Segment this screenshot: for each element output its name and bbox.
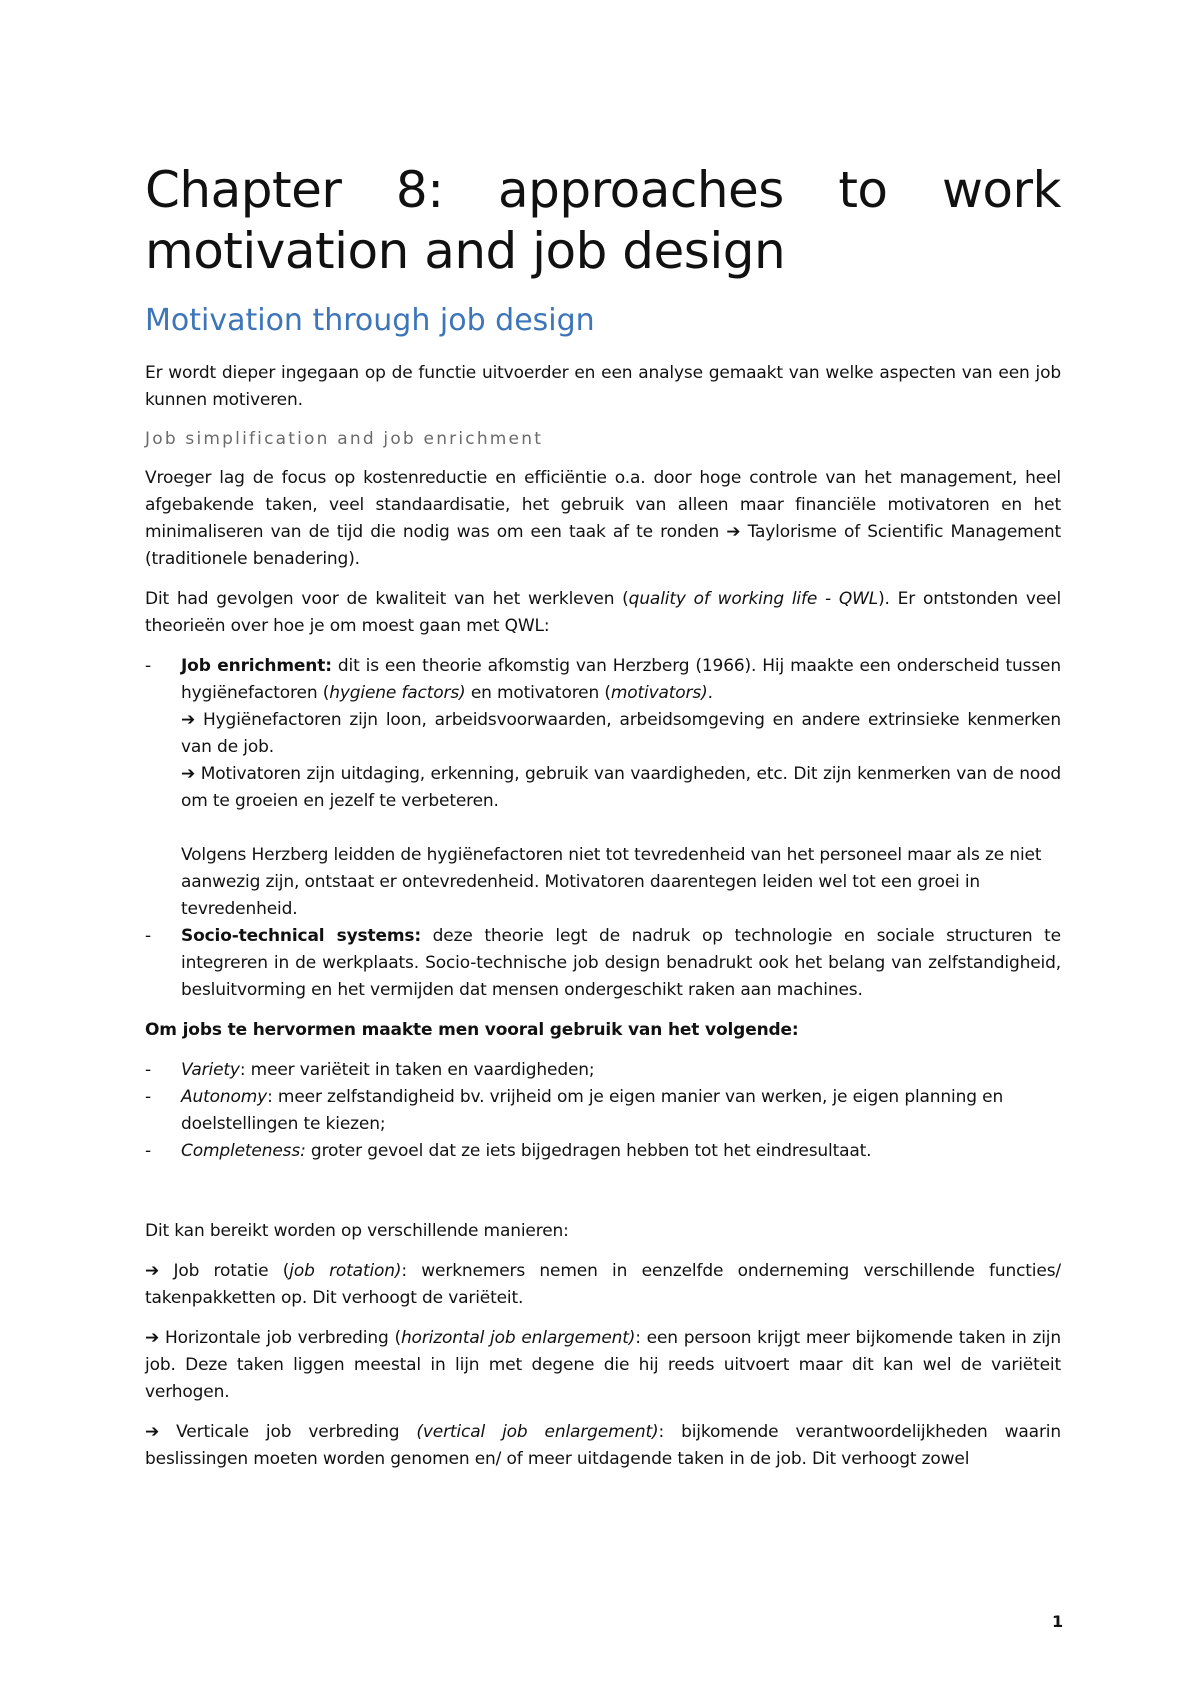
list-item <box>145 1084 1061 1138</box>
page-title: Chapter 8: approaches to work motivation and job design <box>145 161 1061 280</box>
italic-term: (vertical job enlargement) <box>416 1422 659 1442</box>
document-page <box>145 160 1061 1486</box>
list-item <box>145 1138 1061 1165</box>
paragraph-result: Taylorisme of Scientific Management (traditionele benadering). <box>145 522 1061 569</box>
italic-term: Autonomy <box>181 1087 268 1107</box>
text-segment: Job rotatie ( <box>173 1261 290 1281</box>
text-segment: groter gevoel dat ze iets bijgedragen hebben tot het eindresultaat. <box>310 1141 872 1161</box>
bold-text: Om jobs te hervormen maakte men vooral gebruik van het volgende: <box>145 1020 799 1040</box>
text-segment: meer variëteit in taken en vaardigheden; <box>250 1060 595 1080</box>
italic-term: motivators) <box>610 683 708 703</box>
italic-term: hygiene factors) <box>329 683 466 703</box>
bold-statement <box>145 1017 1061 1044</box>
aspect-list <box>145 1057 1061 1165</box>
italic-term: job rotation) <box>289 1261 402 1281</box>
text-segment: : <box>239 1060 246 1080</box>
herzberg-line: Volgens Herzberg leidden de hygiënefactoren niet tot tevredenheid van het personeel maar als ze niet aanwezig zijn, ontstaat er ontevredenheid. Motivatoren daarentegen leiden wel tot een groei in tevredenheid. <box>181 845 1042 919</box>
arrow-right-icon: ➔ <box>726 522 741 542</box>
arrow-right-icon: ➔ <box>145 1422 160 1442</box>
spacer <box>145 1178 1061 1218</box>
motivators-line <box>181 761 1061 815</box>
list-item-socio-technical <box>145 923 1061 1004</box>
term-label: Socio-technical systems: <box>181 926 422 946</box>
text-segment: meer zelfstandigheid bv. vrijheid om je eigen manier van werken, je eigen planning en doelstellingen te kiezen; <box>181 1087 1004 1134</box>
way-horizontal-enlargement <box>145 1325 1061 1406</box>
text-segment: en motivatoren ( <box>470 683 611 703</box>
text-segment: Motivatoren zijn uitdaging, erkenning, gebruik van vaardigheden, etc. Dit zijn kenmerken van de nood om te groeien en jezelf te verbeteren. <box>181 764 1061 811</box>
term-label: Job enrichment: <box>181 656 332 676</box>
arrow-right-icon: ➔ <box>181 710 196 730</box>
way-job-rotation <box>145 1258 1061 1312</box>
arrow-right-icon: ➔ <box>145 1261 160 1281</box>
text-segment: : bijkomende verantwoordelijkheden waarin beslissingen moeten worden genomen en/ of meer uitdagende taken in de job. Dit verhoogt zowel <box>145 1422 1061 1469</box>
italic-term: Completeness: <box>181 1141 306 1161</box>
text-segment: . <box>707 683 713 703</box>
paragraph-qwl <box>145 586 1061 640</box>
italic-term: horizontal job enlargement) <box>400 1328 636 1348</box>
text-segment: Horizontale job verbreding ( <box>164 1328 401 1348</box>
theory-list <box>145 653 1061 1004</box>
text-segment: dit is een theorie afkomstig van Herzberg (1966). Hij maakte een onderscheid tussen hygiënefactoren ( <box>181 656 1061 703</box>
page-number: 1 <box>1052 1612 1064 1631</box>
text-segment: ). Er ontstonden veel theorieën over hoe je om moest gaan met QWL: <box>145 589 1062 636</box>
text-segment: : werknemers nemen in eenzelfde onderneming verschillende functies/ takenpakketten op. Dit verhoogt de variëteit. <box>145 1261 1061 1308</box>
text-segment: : <box>267 1087 273 1107</box>
text-segment: : een persoon krijgt meer bijkomende taken in zijn job. Deze taken liggen meestal in lijn met degene die hij reeds uitvoert maar dit kan wel de variëteit verhogen. <box>145 1328 1061 1402</box>
paragraph-taylorism <box>145 465 1061 573</box>
intro-paragraph: Er wordt dieper ingegaan op de functie uitvoerder en een analyse gemaakt van welke aspecten van een job kunnen motiveren. <box>145 363 1061 410</box>
text-segment: deze theorie legt de nadruk op technologie en sociale structuren te integreren in de werkplaats. Socio-technische job design benadrukt ook het belang van zelfstandigheid, besluitvorming en het vermijden dat mensen ondergeschikt raken aan machines. <box>181 926 1061 1000</box>
italic-term: quality of working life - QWL <box>628 589 879 609</box>
way-vertical-enlargement <box>145 1419 1061 1473</box>
italic-term: Variety <box>181 1060 240 1080</box>
paragraph-text: Vroeger lag de focus op kostenreductie en efficiëntie o.a. door hoge controle van het management, heel afgebakende taken, veel standaardisatie, het gebruik van alleen maar financiële motivatoren en het minimaliseren van de tijd die nodig was om een taak af te ronden <box>145 468 1061 542</box>
ways-intro: Dit kan bereikt worden op verschillende manieren: <box>145 1221 569 1241</box>
blank-line <box>181 815 1061 842</box>
hygiene-line <box>181 707 1061 761</box>
text-segment: Dit had gevolgen voor de kwaliteit van het werkleven ( <box>145 589 629 609</box>
section-heading: Motivation through job design <box>145 303 595 338</box>
text-segment: Verticale job verbreding <box>176 1422 417 1442</box>
text-segment: Hygiënefactoren zijn loon, arbeidsvoorwaarden, arbeidsomgeving en andere extrinsieke kenmerken van de job. <box>181 710 1061 757</box>
arrow-right-icon: ➔ <box>145 1328 160 1348</box>
list-item-job-enrichment <box>145 653 1061 923</box>
subheading: Job simplification and job enrichment <box>145 429 544 449</box>
arrow-right-icon: ➔ <box>181 764 196 784</box>
list-item <box>145 1057 1061 1084</box>
